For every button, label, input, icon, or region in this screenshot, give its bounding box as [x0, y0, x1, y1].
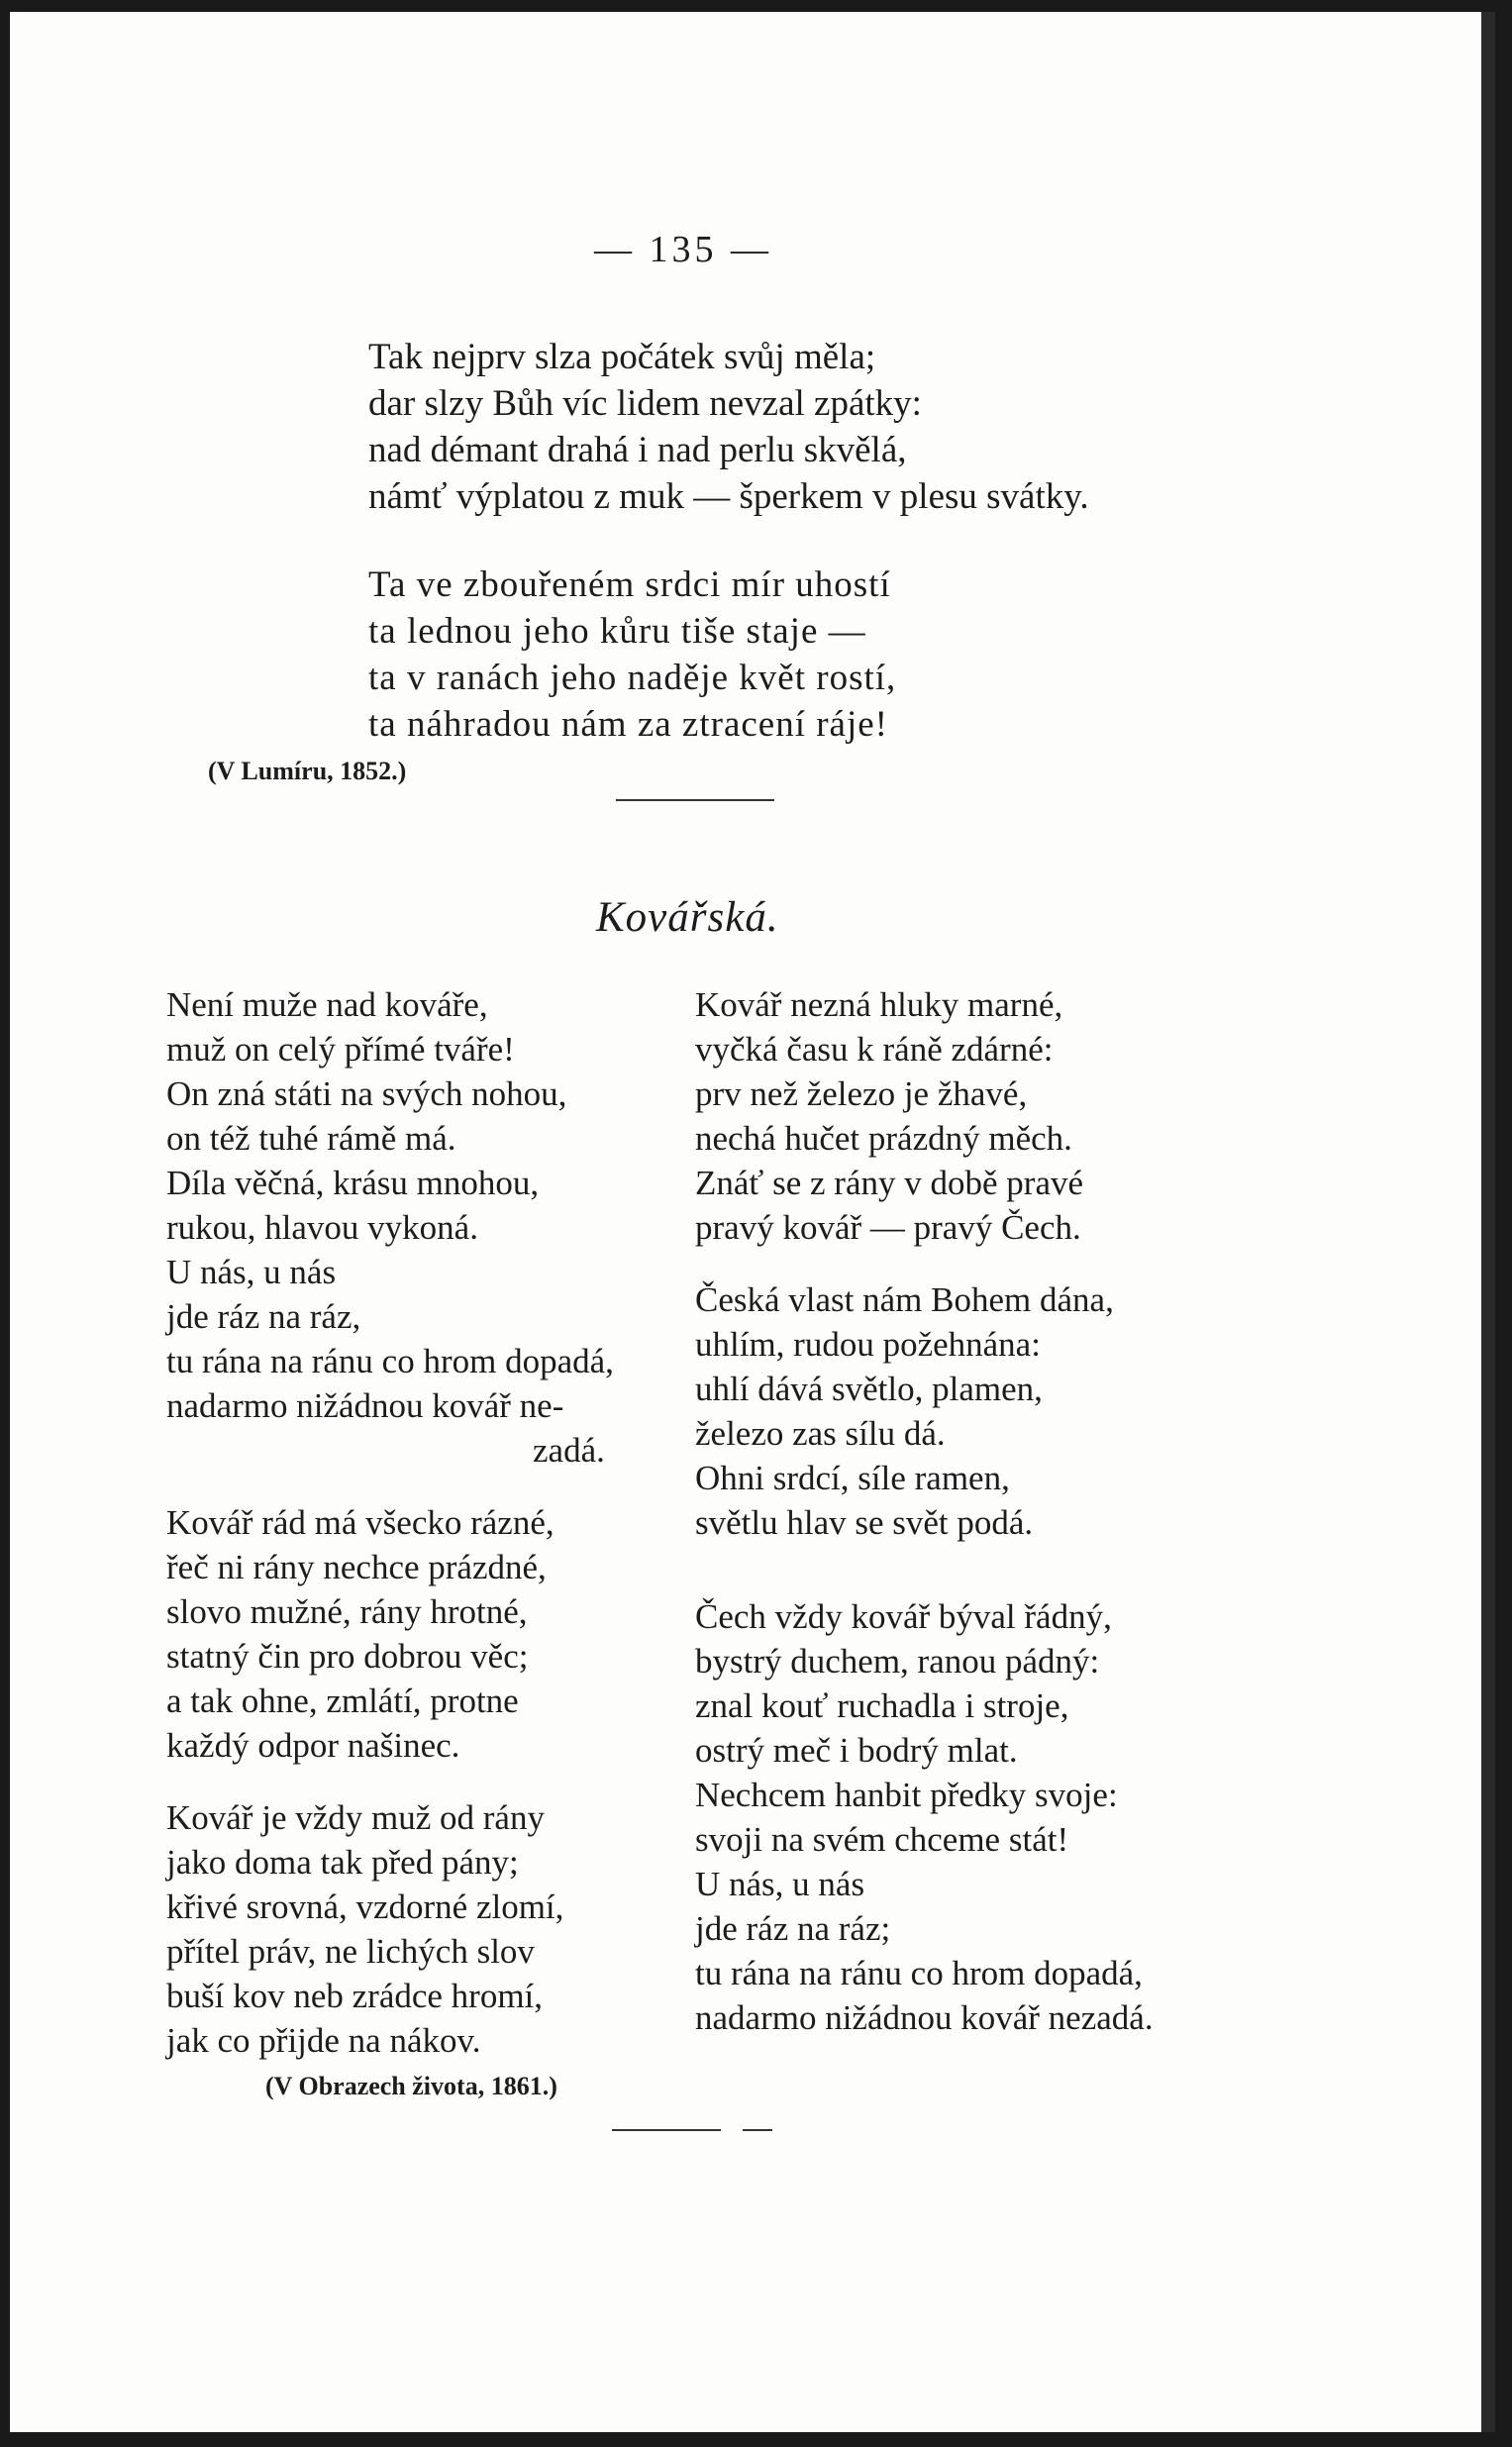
- page-number: — 135 —: [594, 229, 772, 270]
- source-citation: (V Lumíru, 1852.): [208, 757, 407, 785]
- verse-line: přítel práv, ne lichých slov: [166, 1932, 535, 1971]
- verse-line: nadarmo nižádnou kovář nezadá.: [695, 1998, 1154, 2037]
- verse-line: tu rána na ránu co hrom dopadá,: [166, 1342, 614, 1380]
- verse-line: uhlím, rudou požehnána:: [695, 1325, 1041, 1364]
- verse-line: řeč ni rány nechce prázdné,: [166, 1548, 547, 1586]
- verse-line: ta náhradou nám za ztracení ráje!: [368, 704, 889, 745]
- verse-line: jde ráz na ráz,: [166, 1297, 361, 1336]
- verse-line: znal kouť ruchadla i stroje,: [695, 1686, 1069, 1725]
- book-page: [10, 12, 1495, 2432]
- poem-right-column: [695, 982, 1154, 2040]
- verse-line: námť výplatou z muk — šperkem v plesu svátky.: [368, 476, 1089, 517]
- stanza-tears-2: [368, 561, 896, 748]
- verse-line: Ta ve zbouřeném srdci mír uhostí: [368, 564, 891, 605]
- verse-line: dar slzy Bůh víc lidem nevzal zpátky:: [368, 383, 922, 424]
- poem-title: Kovářská.: [596, 894, 779, 941]
- verse-line: Kovář nezná hluky marné,: [695, 985, 1063, 1024]
- verse-line: pravý kovář — pravý Čech.: [695, 1208, 1081, 1247]
- verse-line: jde ráz na ráz;: [695, 1909, 891, 1948]
- verse-line: U nás, u nás: [166, 1253, 337, 1291]
- verse-line: a tak ohne, zmlátí, protne: [166, 1682, 519, 1720]
- verse-line: tu rána na ránu co hrom dopadá,: [695, 1954, 1143, 1992]
- verse-line: nadarmo nižádnou kovář ne-: [166, 1386, 564, 1425]
- verse-line: slovo mužné, rány hrotné,: [166, 1592, 528, 1631]
- verse-line: Není muže nad kováře,: [166, 985, 488, 1024]
- verse-line: Nechcem hanbit předky svoje:: [695, 1776, 1118, 1814]
- verse-line: bystrý duchem, ranou pádný:: [695, 1642, 1100, 1681]
- verse-line: každý odpor našinec.: [166, 1726, 460, 1765]
- verse-line: buší kov neb zrádce hromí,: [166, 1977, 544, 2015]
- verse-line: vyčká času k ráně zdárné:: [695, 1030, 1054, 1069]
- verse-line: Tak nejprv slza počátek svůj měla;: [368, 337, 876, 377]
- section-divider: [616, 799, 774, 801]
- verse-line: nechá hučet prázdný měch.: [695, 1119, 1072, 1158]
- verse-line: rukou, hlavou vykoná.: [166, 1208, 478, 1247]
- verse-line: Česká vlast nám Bohem dána,: [695, 1280, 1114, 1319]
- verse-line: on též tuhé rámě má.: [166, 1119, 456, 1158]
- source-citation: (V Obrazech života, 1861.): [265, 2072, 557, 2100]
- verse-line: ta lednou jeho kůru tiše staje —: [368, 611, 866, 652]
- verse-line: ostrý meč i bodrý mlat.: [695, 1731, 1018, 1770]
- verse-line: ta v ranách jeho naděje květ rostí,: [368, 658, 897, 698]
- verse-line: Kovář je vždy muž od rány: [166, 1798, 545, 1837]
- verse-line: On zná státi na svých nohou,: [166, 1074, 567, 1113]
- verse-line: U nás, u nás: [695, 1865, 865, 1903]
- verse-line: uhlí dává světlo, plamen,: [695, 1370, 1043, 1408]
- verse-line: Díla věčná, krásu mnohou,: [166, 1164, 540, 1202]
- verse-line: Kovář rád má všecko rázné,: [166, 1503, 554, 1542]
- verse-line: Čech vždy kovář býval řádný,: [695, 1597, 1112, 1636]
- verse-line: Znáť se z rány v době pravé: [695, 1164, 1084, 1202]
- stanza-tears-1: [368, 334, 1089, 520]
- poem-left-column: [166, 982, 614, 2063]
- verse-line: jak co přijde na nákov.: [166, 2021, 481, 2060]
- section-divider: [612, 2129, 721, 2131]
- verse-line-continuation: zadá.: [533, 1431, 605, 1470]
- verse-line: svoji na svém chceme stát!: [695, 1820, 1069, 1859]
- verse-line: statný čin pro dobrou věc;: [166, 1637, 529, 1676]
- verse-line: jako doma tak před pány;: [166, 1843, 519, 1882]
- verse-line: světlu hlav se svět podá.: [695, 1503, 1034, 1542]
- verse-line: prv než železo je žhavé,: [695, 1074, 1028, 1113]
- section-divider: [743, 2129, 772, 2131]
- verse-line: nad démant drahá i nad perlu skvělá,: [368, 430, 907, 470]
- verse-line: křivé srovná, vzdorné zlomí,: [166, 1887, 564, 1926]
- verse-line: železo zas sílu dá.: [695, 1414, 946, 1453]
- verse-line: Ohni srdcí, síle ramen,: [695, 1459, 1010, 1497]
- verse-line: muž on celý přímé tváře!: [166, 1030, 515, 1069]
